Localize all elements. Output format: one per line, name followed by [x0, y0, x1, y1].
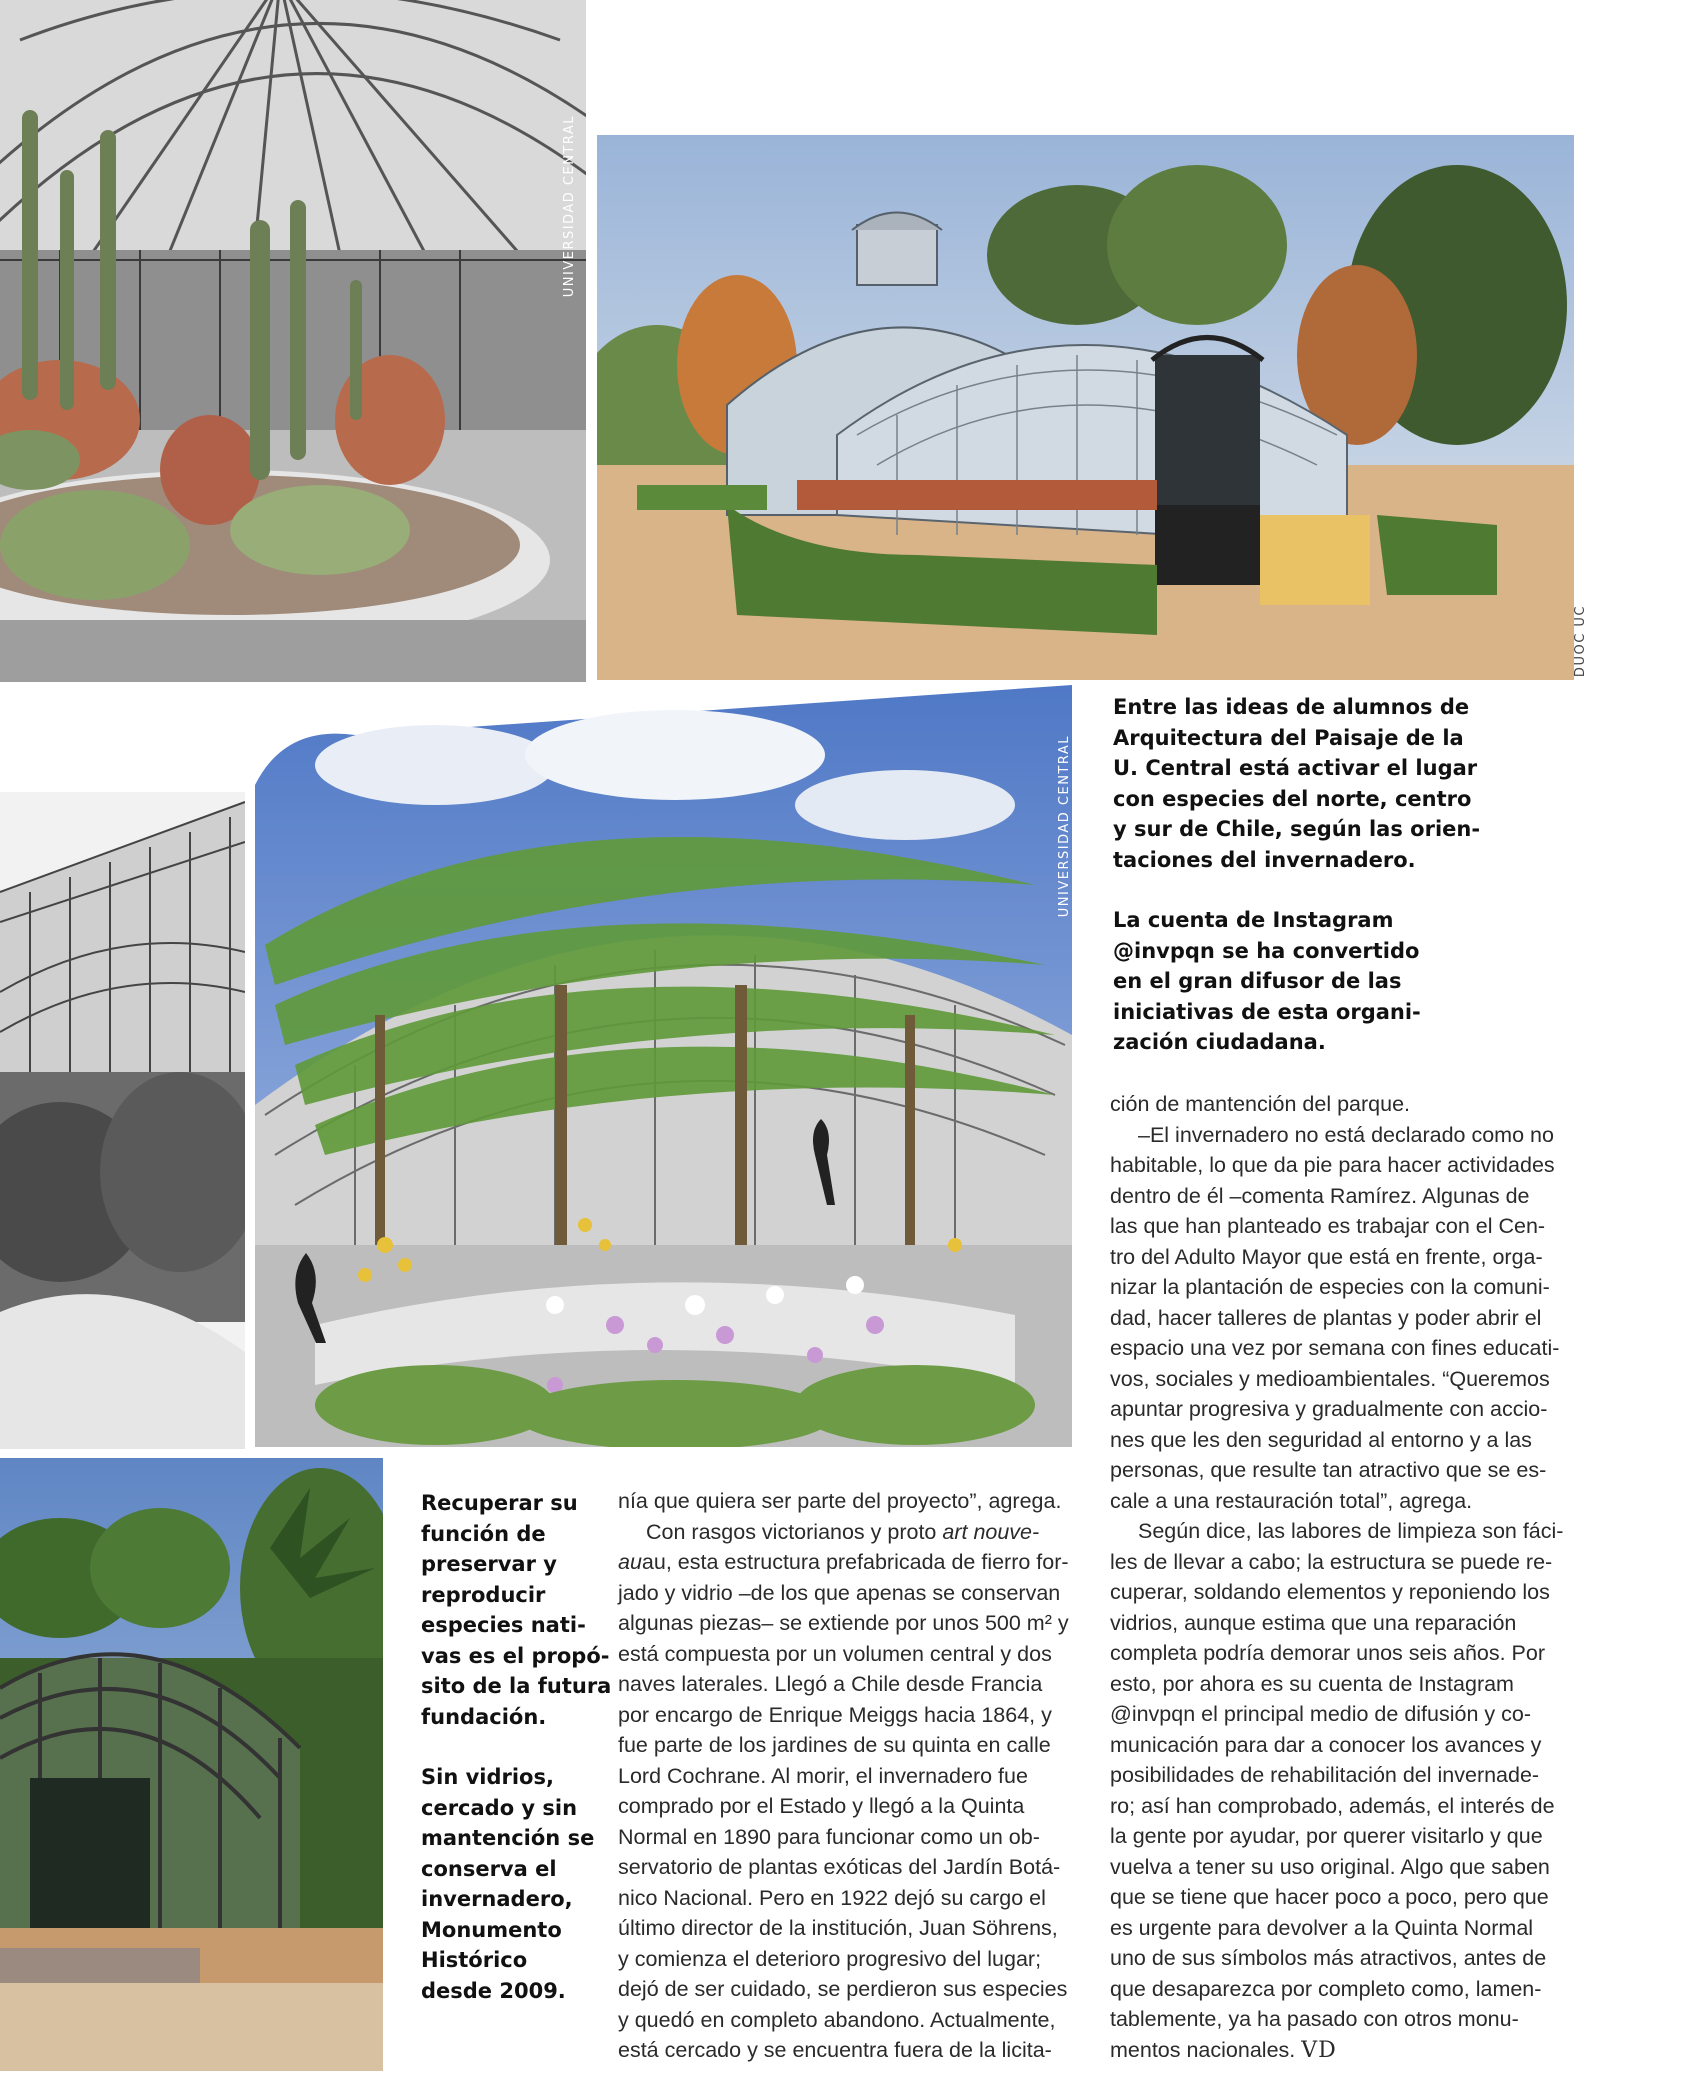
line-art-nouveau-cont: auau, esta estructura prefabricada de fierro for-	[618, 1550, 1069, 1574]
last-line: mentos nacionales. VD	[1110, 2037, 1337, 2063]
photo-garden-render	[255, 685, 1072, 1447]
caption-recuperar: Recuperar su función de preservar y reproducir especies nati- vas es el propó- sito de la futura fundación.	[421, 1491, 612, 1729]
caption-alumnos: Entre las ideas de alumnos de Arquitectura del Paisaje de la U. Central está activar el lugar con especies del norte, centro y sur de Chile, según las orien- taciones del invernadero.	[1113, 695, 1481, 872]
photo-credit-top-right: DUOC UC	[1573, 605, 1588, 678]
photo-cactus-dome-interior	[0, 0, 586, 682]
photo-credit-middle: UNIVERSIDAD CENTRAL	[1057, 735, 1072, 918]
end-mark: VD	[1301, 2037, 1337, 2063]
caption-instagram: La cuenta de Instagram @invpqn se ha convertido en el gran difusor de las iniciativas de esta organi- zación ciudadana.	[1113, 908, 1421, 1054]
article-column-right: ción de mantención del parque. –El invernadero no está declarado como no habitable, lo que da pie para hacer actividades dentro de él –comenta Ramírez. Algunas de las que han planteado es trabajar con el Cen- tro del Adulto Mayor que está en frente, orga- nizar la plantación de especies con la comuni- dad, hacer talleres de plantas y poder abrir el espacio una vez por semana con fines educati- vos, sociales y medioambientales. “Queremos apuntar progresiva y gradualmente con accio- nes que les den seguridad al entorno y a las personas, que resulte tan atractivo que se es- cale a una restauración total”, agrega. Según dice, las labores de limpieza son fáci- les de llevar a cabo; la estructura se puede re- cuperar, soldando elementos y reponiendo los vidrios, aunque estima que una reparación completa podría demorar unos seis años. Por esto, por ahora es su cuenta de Instagram @invpqn el principal medio de difusión y co- municación para dar a conocer los avances y posibilidades de rehabilitación del invernade- ro; así han comprobado, además, el interés de la gente por ayudar, por querer visitarlo y que vuelva a tener su uso original. Algo que saben que se tiene que hacer poco a poco, pero que es urgente para devolver a la Quinta Normal uno de sus símbolos más atractivos, antes de que desaparezca por completo como, lamen- tablemente, ya ha pasado con otros monu- mentos nacionales. VD	[1110, 1089, 1563, 2066]
caption-sin-vidrios: Sin vidrios, cercado y sin mantención se conserva el invernadero, Monumento Histórico desde 2009.	[421, 1765, 595, 2003]
photo-credit-top-left: UNIVERSIDAD CENTRAL	[562, 115, 577, 298]
photo-greenhouse-render	[597, 135, 1574, 680]
article-column-middle: nía que quiera ser parte del proyecto”, agrega. Con rasgos victorianos y proto art nouve- auau, esta estructura prefabricada de fierro for- jado y vidrio –de los que apenas se conservan algunas piezas– se extiende por unos 500 m² y está compuesta por un volumen central y dos naves laterales. Llegó a Chile desde Francia por encargo de Enrique Meiggs hacia 1864, y fue parte de los jardines de su quinta en calle Lord Cochrane. Al morir, el invernadero fue comprado por el Estado y llegó a la Quinta Normal en 1890 para funcionar como un ob- servatorio de plantas exóticas del Jardín Botá- nico Nacional. Pero en 1922 dejó su cargo el último director de la institución, Juan Söhrens, y comienza el deterioro progresivo del lugar; dejó de ser cuidado, se perdieron sus especies y quedó en completo abandono. Actualmente, está cercado y se encuentra fuera de la licita-	[618, 1489, 1069, 2062]
line-art-nouveau: Con rasgos victorianos y proto art nouve-	[646, 1519, 1040, 1544]
photo-greenhouse-ruin	[0, 1458, 383, 2071]
photo-greenhouse-exterior-bw	[0, 792, 245, 1449]
